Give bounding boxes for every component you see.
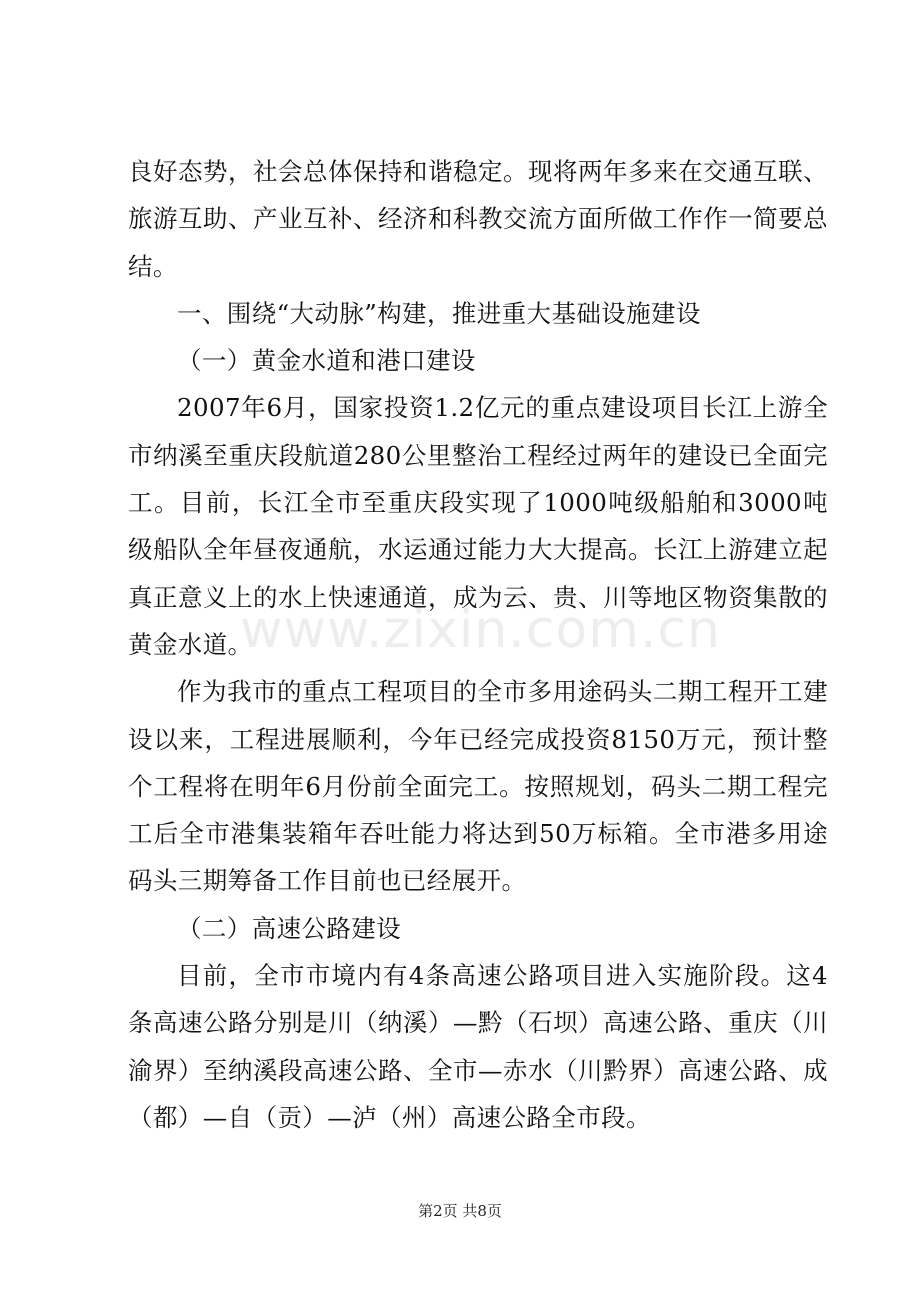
watermark: www.zixin.com.cn [240,600,721,660]
paragraph-waterway: 2007年6月，国家投资1.2亿元的重点建设项目长江上游全市纳溪至重庆段航道280公里整治工程经过两年的建设已全面完工。目前，长江全市至重庆段实现了1000吨级船舶和3000吨级船队全年昼夜通航，水运通过能力大大提高。长江上游建立起真正意义上的水上快速通道，成为云、贵、川等地区物资集散的黄金水道。 [128,393,828,659]
page-footer: 第2页 共8页 [418,1202,502,1220]
subsection-heading-highway: （二）高速公路建设 [177,913,402,943]
body-text [128,148,828,1141]
paragraph-continuation: 良好态势，社会总体保持和谐稳定。现将两年多来在交通互联、旅游互助、产业互补、经济和科教交流方面所做工作作一简要总结。 [128,157,828,281]
section-heading-1: 一、围绕“大动脉”构建，推进重大基础设施建设 [177,298,701,328]
paragraph-highway: 目前，全市市境内有4条高速公路项目进入实施阶段。这4条高速公路分别是川（纳溪）—黔（石坝）高速公路、重庆（川渝界）至纳溪段高速公路、全市—赤水（川黔界）高速公路、成（都）—自（贡）—泸（州）高速公路全市段。 [128,961,828,1132]
subsection-heading-waterway: （一）黄金水道和港口建设 [177,346,476,376]
paragraph-dock: 作为我市的重点工程项目的全市多用途码头二期工程开工建设以来，工程进展顺利，今年已经完成投资8150万元，预计整个工程将在明年6月份前全面完工。按照规划，码头二期工程完工后全市港集装箱年吞吐能力将达到50万标箱。全市港多用途码头三期筹备工作目前也已经展开。 [128,677,828,896]
